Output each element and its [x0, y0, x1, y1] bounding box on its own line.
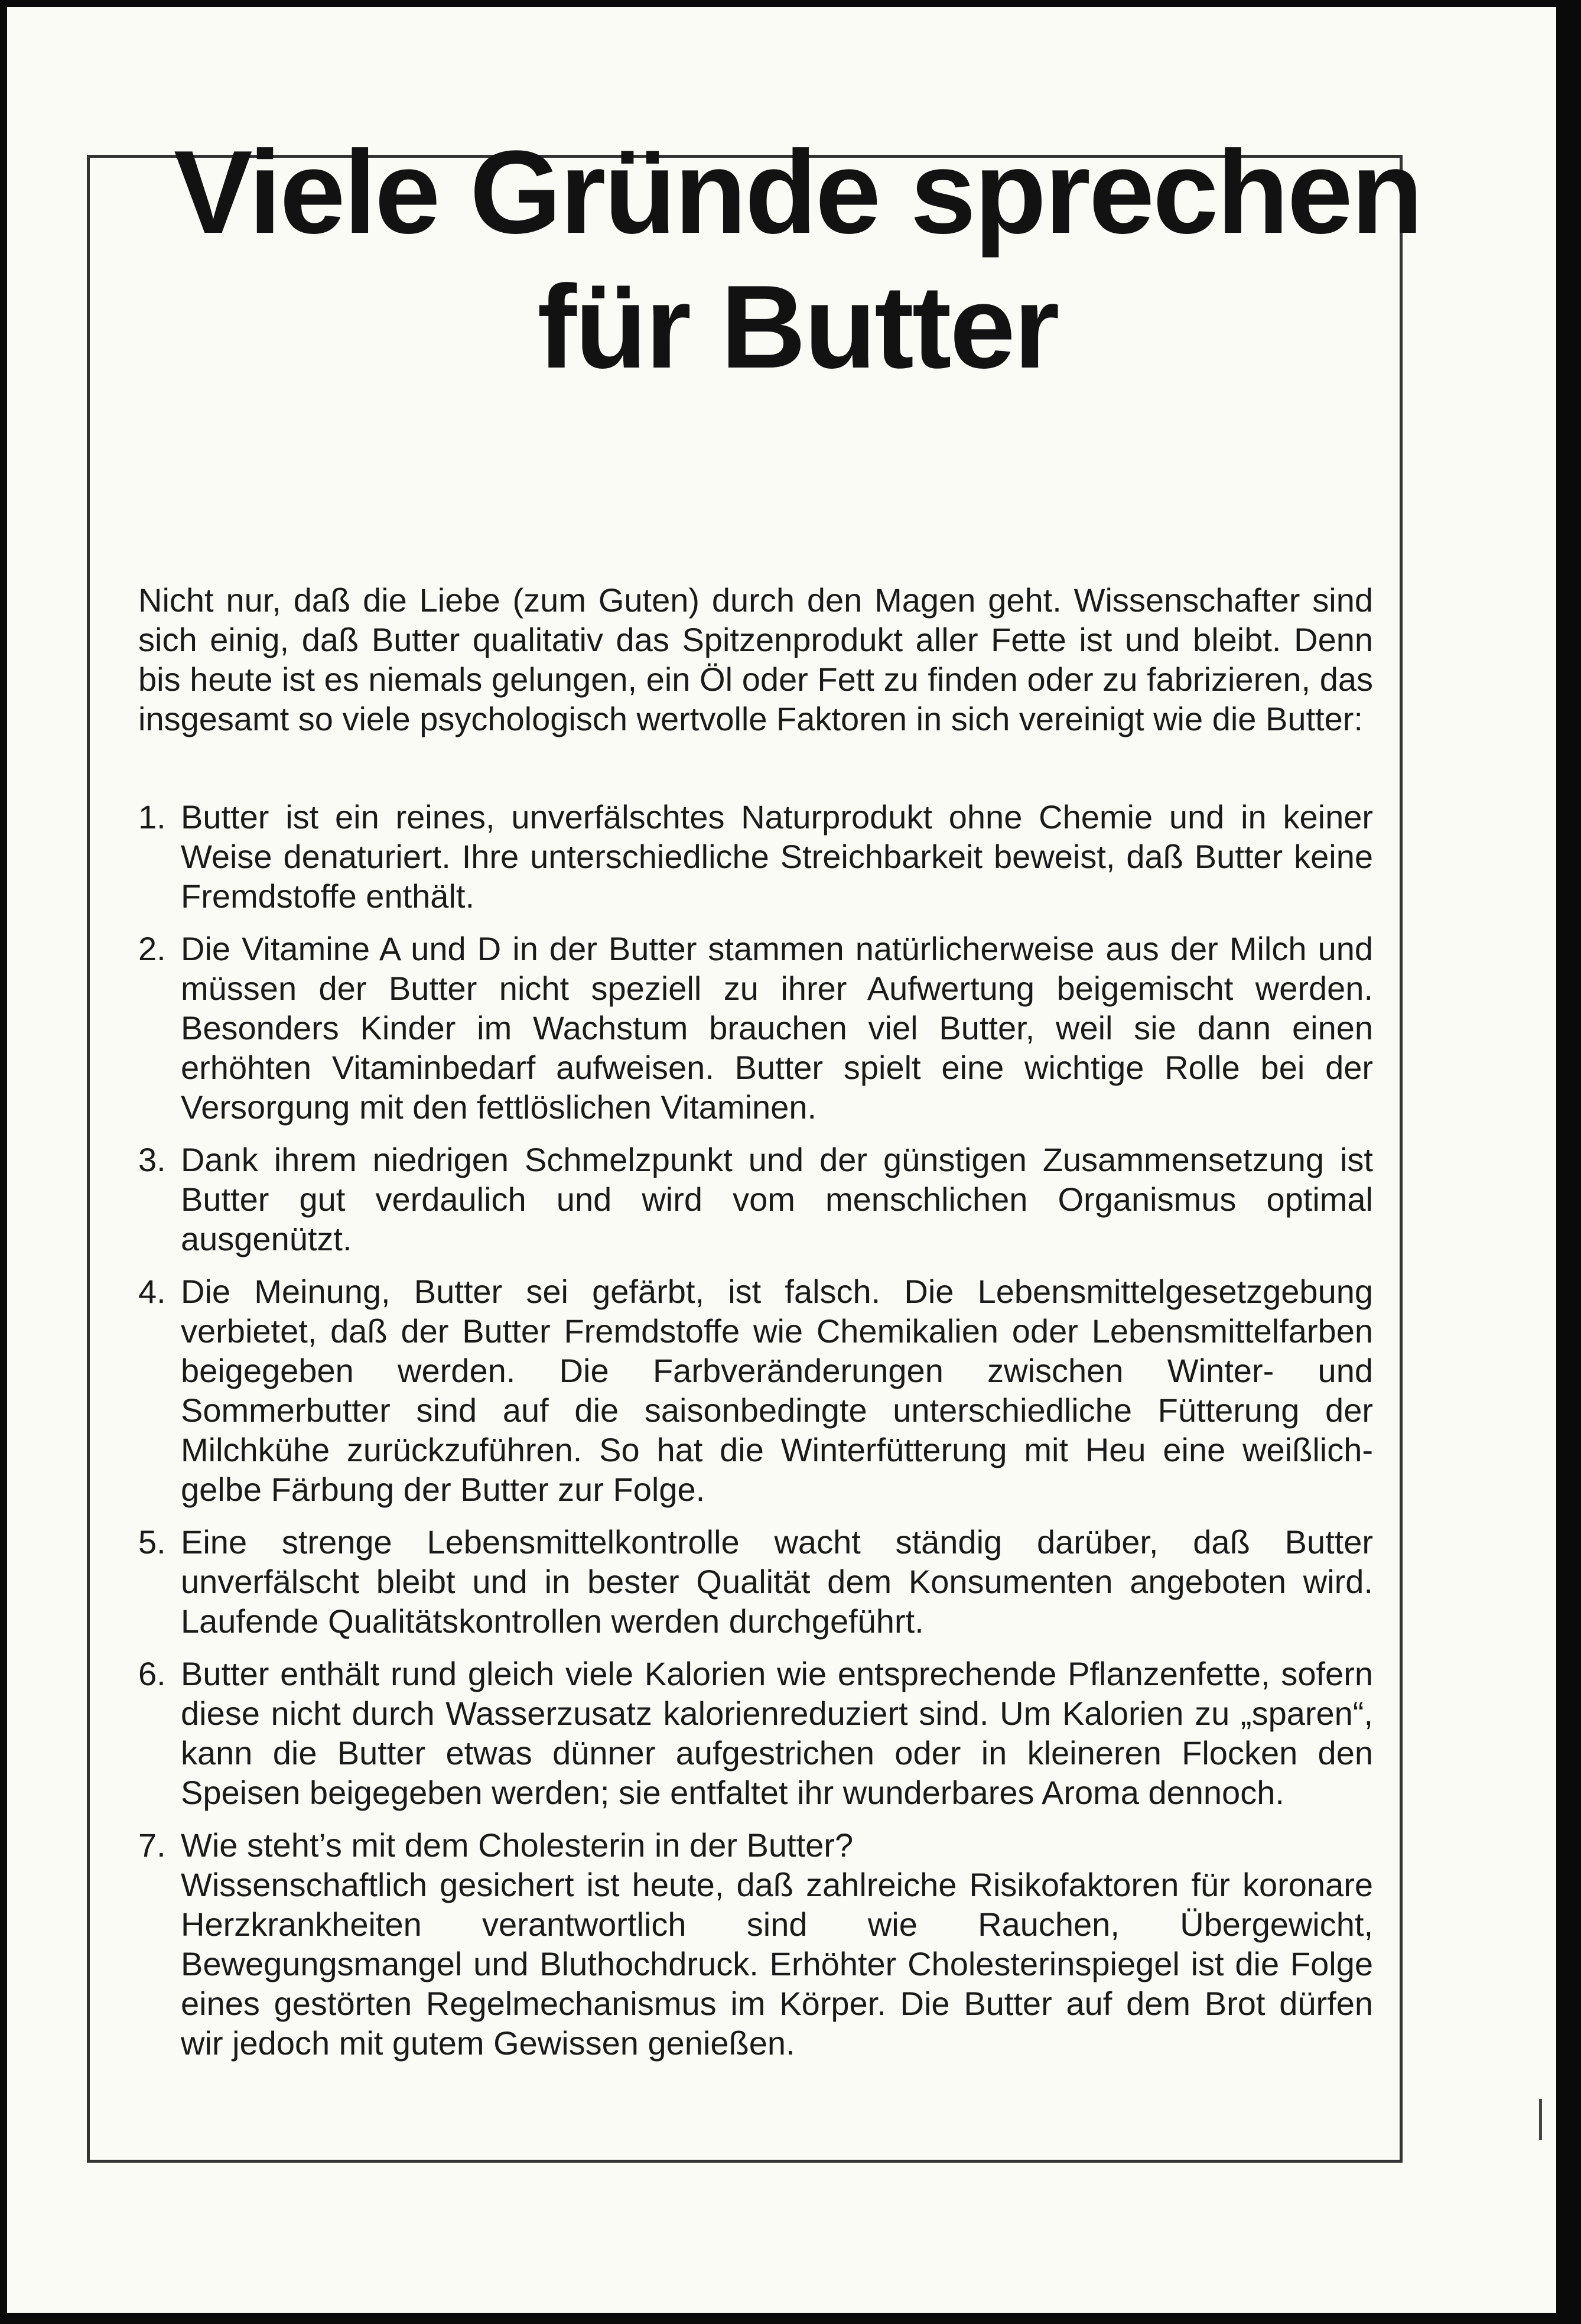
- list-item: [138, 797, 1373, 916]
- item-number: 7.: [138, 1826, 166, 1864]
- list-item: [138, 1522, 1373, 1641]
- item-text: Dank ihrem niedrigen Schmelzpunkt und der günstigen Zusammensetzung ist Butter gut verdaulich und wird vom menschlichen Organismus optimal ausgenützt.: [181, 1141, 1373, 1257]
- item-number: 4.: [138, 1273, 166, 1310]
- page-title: [66, 125, 1529, 395]
- reasons-list: [138, 797, 1373, 2076]
- item-number: 5.: [138, 1523, 166, 1561]
- list-item: [138, 1140, 1373, 1259]
- item-text: Wissenschaftlich gesichert ist heute, daß zahlreiche Risikofaktoren für koronare Herzkrankheiten verantwortlich sind wie Rauchen, Übergewicht, Bewegungsmangel und Bluthochdruck. Erhöhter Cholesterinspiegel ist die Folge eines gestörten Regelmechanismus im Körper. Die Butter auf dem Brot dürfen wir jedoch mit gutem Gewissen genießen.: [181, 1866, 1373, 2062]
- list-item: [138, 1825, 1373, 2063]
- title-line-1: Viele Gründe sprechen: [174, 126, 1421, 258]
- item-question: Wie steht’s mit dem Cholesterin in der Butter?: [181, 1826, 854, 1864]
- item-text: Die Meinung, Butter sei gefärbt, ist falsch. Die Lebensmittelgesetzgebung verbietet, daß der Butter Fremdstoffe wie Chemikalien oder Lebensmittelfarben beigegeben werden. Die Farbveränderungen zwischen Winter- und Sommerbutter sind auf die saisonbedingte unterschiedliche Fütterung der Milchkühe zurückzuführen. So hat die Winterfütterung mit Heu eine weißlich-gelbe Färbung der Butter zur Folge.: [181, 1273, 1373, 1508]
- item-text: Butter ist ein reines, unverfälschtes Naturprodukt ohne Chemie und in keiner Weise denaturiert. Ihre unterschiedliche Streichbarkeit beweist, daß Butter keine Fremdstoffe enthält.: [181, 798, 1373, 915]
- item-number: 1.: [138, 798, 166, 836]
- intro-paragraph: Nicht nur, daß die Liebe (zum Guten) durch den Magen geht. Wissenschafter sind sich einig, daß Butter qualitativ das Spitzenprodukt aller Fette ist und bleibt. Denn bis heute ist es niemals gelungen, ein Öl oder Fett zu finden oder zu fabrizieren, das insgesamt so viele psychologisch wertvolle Faktoren in sich vereinigt wie die Butter:: [138, 581, 1373, 737]
- title-line-2: für Butter: [537, 261, 1058, 393]
- item-number: 6.: [138, 1655, 166, 1692]
- document-page: [7, 7, 1556, 2313]
- item-text: Butter enthält rund gleich viele Kalorien wie entsprechende Pflanzenfette, sofern diese nicht durch Wasserzusatz kalorienreduziert sind. Um Kalorien zu „sparen“, kann die Butter etwas dünner aufgestrichen oder in kleineren Flocken den Speisen beigegeben werden; sie entfaltet ihr wunderbares Aroma dennoch.: [181, 1655, 1373, 1811]
- list-item: [138, 1272, 1373, 1509]
- item-number: 3.: [138, 1141, 166, 1178]
- item-text: Die Vitamine A und D in der Butter stammen natürlicherweise aus der Milch und müssen der Butter nicht speziell zu ihrer Aufwertung beigemischt werden. Besonders Kinder im Wachstum brauchen viel Butter, weil sie dann einen erhöhten Vitaminbedarf aufweisen. Butter spielt eine wichtige Rolle bei der Versorgung mit den fettlöslichen Vitaminen.: [181, 930, 1373, 1126]
- list-item: [138, 1654, 1373, 1812]
- item-text: Eine strenge Lebensmittelkontrolle wacht ständig darüber, daß Butter unverfälscht bleibt und in bester Qualität dem Konsumenten angeboten wird. Laufende Qualitätskontrollen werden durchgeführt.: [181, 1523, 1373, 1640]
- list-item: [138, 929, 1373, 1127]
- item-number: 2.: [138, 930, 166, 967]
- scan-mark: [1539, 2099, 1542, 2140]
